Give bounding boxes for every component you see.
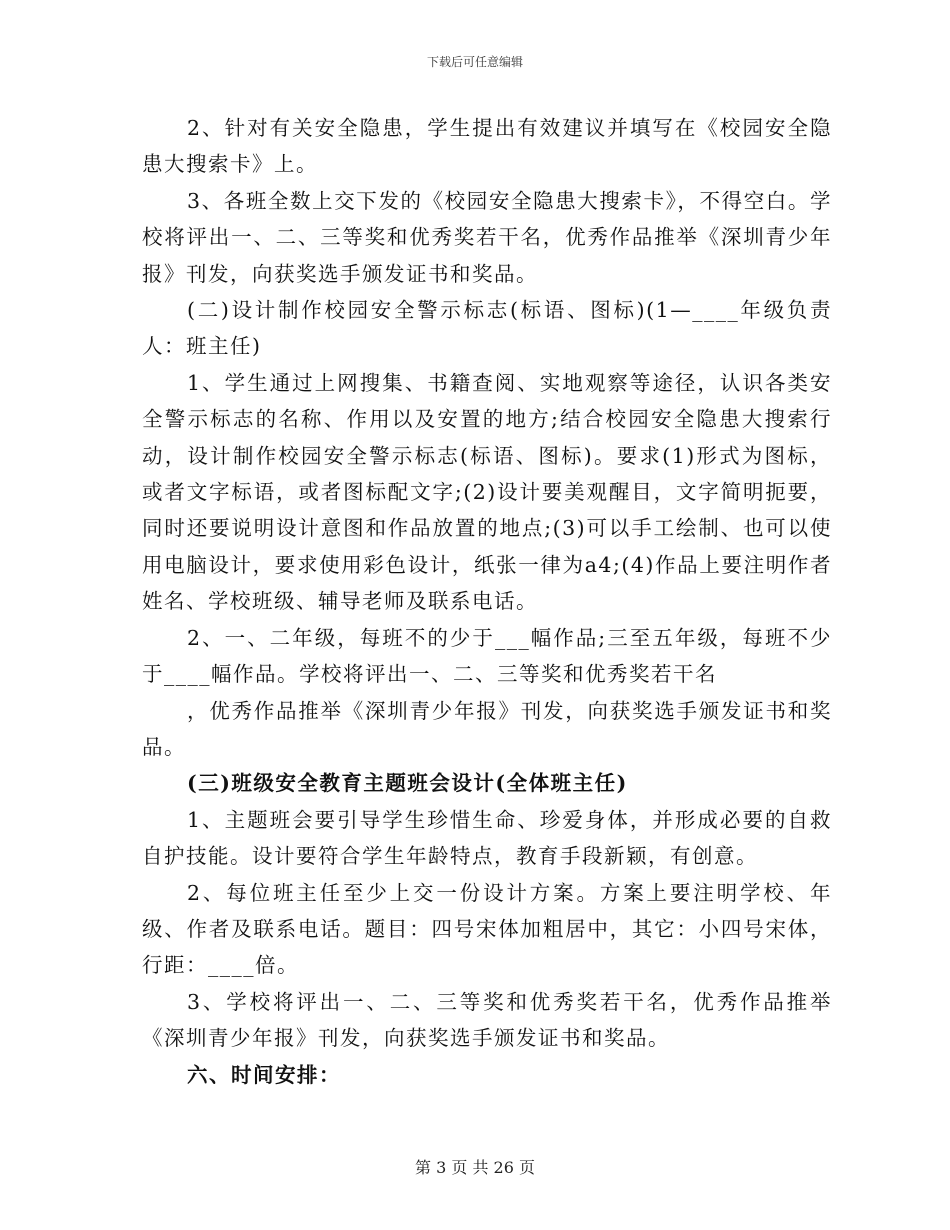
paragraph-suggestion: 2、针对有关安全隐患，学生提出有效建议并填写在《校园安全隐患大搜索卡》上。 [142, 116, 832, 177]
paragraph-design-plan-format: 2、每位班主任至少上交一份设计方案。方案上要注明学校、年级、作者及联系电话。题目：四号宋体加粗居中，其它：小四号宋体，行距：____倍。 [142, 880, 832, 978]
paragraph-submit-cards: 3、各班全数上交下发的《校园安全隐患大搜索卡》，不得空白。学校将评出一、二、三等奖和优秀奖若干名，优秀作品推举《深圳青少年报》刊发，向获奖选手颁发证书和奖品。 [142, 188, 832, 286]
section-heading-warning-signs: (二)设计制作校园安全警示标志(标语、图标)(1—____年级负责人：班主任) [142, 298, 832, 359]
page-header: 下载后可任意编辑 [426, 55, 523, 69]
document-body [142, 110, 832, 1093]
paragraph-award-notice: ，优秀作品推举《深圳青少年报》刊发，向获奖选手颁发证书和奖品。 [142, 698, 832, 759]
section-heading-schedule: 六、时间安排： [187, 1062, 341, 1087]
paragraph-class-meeting-guide: 1、主题班会要引导学生珍惜生命、珍爱身体，并形成必要的自救自护技能。设计要符合学生年龄特点，教育手段新颖，有创意。 [142, 807, 832, 869]
paragraph-class-meeting-awards: 3、学校将评出一、二、三等奖和优秀奖若干名，优秀作品推举《深圳青少年报》刊发，向获奖选手颁发证书和奖品。 [142, 989, 832, 1051]
page-footer: 第 3 页 共 26 页 [415, 1158, 535, 1177]
section-heading-class-meeting: (三)班级安全教育主题班会设计(全体班主任) [187, 771, 628, 796]
paragraph-design-requirements: 1、学生通过上网搜集、书籍查阅、实地观察等途径，认识各类安全警示标志的名称、作用以及安置的地方;结合校园安全隐患大搜索行动，设计制作校园安全警示标志(标语、图标)。要求(1)形式为图标，或者文字标语，或者图标配文字;(2)设计要美观醒目，文字简明扼要，同时还要说明设计意图和作品放置的地点;(3)可以手工绘制、也可以使用电脑设计，要求使用彩色设计，纸张一律为a4;(4)作品上要注明作者姓名、学校班级、辅导老师及联系电话。 [142, 370, 832, 614]
paragraph-work-quota: 2、一、二年级，每班不的少于___幅作品;三至五年级，每班不少于____幅作品。学校将评出一、二、三等奖和优秀奖若干名 [142, 625, 832, 687]
